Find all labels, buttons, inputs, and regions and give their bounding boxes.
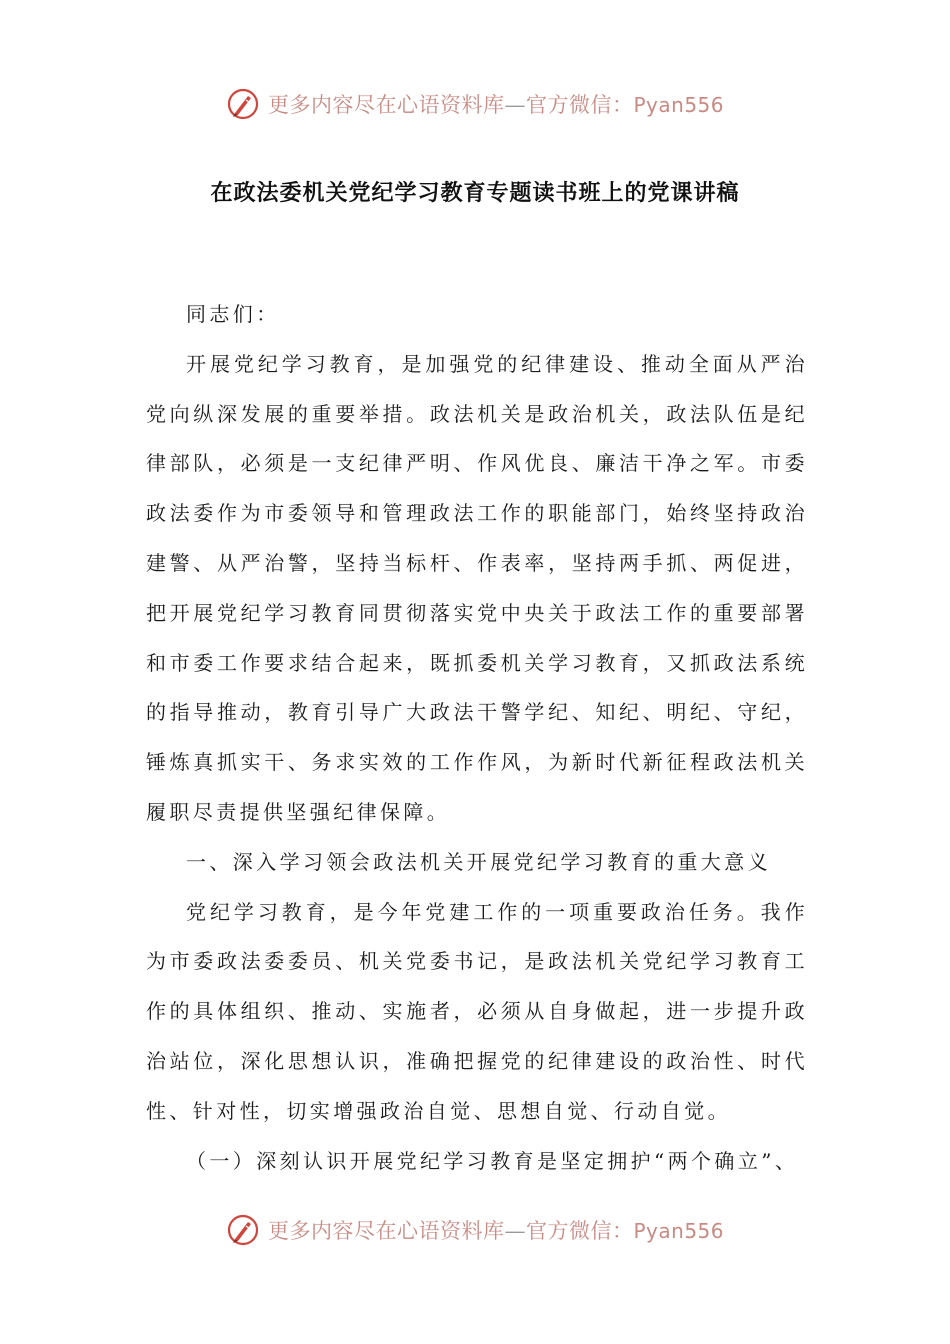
paragraph-section-1: 党纪学习教育，是今年党建工作的一项重要政治任务。我作为市委政法委委员、机关党委书记，是政法机关党纪学习教育工作的具体组织、推动、实施者，必须从自身做起，进一步提升政治站位，深化思想认识，准确把握党的纪律建设的政治性、时代性、针对性，切实增强政治自觉、思想自觉、行动自觉。 [146,899,808,1123]
section-heading-1: 一、深入学习领会政法机关开展党纪学习教育的重大意义 [186,849,771,874]
subsection-heading-1: （一）深刻认识开展党纪学习教育是坚定拥护“两个确立”、 [186,1148,799,1173]
document-title: 在政法委机关党纪学习教育专题读书班上的党课讲稿 [210,181,740,206]
pen-logo-icon [226,87,260,121]
document-body [146,290,808,1186]
watermark-dash: — [504,93,526,117]
watermark-wechat-id: Pyan556 [633,93,724,117]
paragraph-intro: 开展党纪学习教育，是加强党的纪律建设、推动全面从严治党向纵深发展的重要举措。政法机关是政治机关，政法队伍是纪律部队，必须是一支纪律严明、作风优良、廉洁干净之军。市委政法委作为市委领导和管理政法工作的职能部门，始终坚持政治建警、从严治警，坚持当标杆、作表率，坚持两手抓、两促进，把开展党纪学习教育同贯彻落实党中央关于政法工作的重要部署和市委工作要求结合起来，既抓委机关学习教育，又抓政法系统的指导推动，教育引导广大政法干警学纪、知纪、明纪、守纪，锤炼真抓实干、务求实效的工作作风，为新时代新征程政法机关履职尽责提供坚强纪律保障。 [146,351,808,824]
header-watermark [0,84,950,124]
footer-watermark [0,1210,950,1250]
watermark-brand: 更多内容尽在心语资料库 [267,93,505,117]
watermark-brand: 更多内容尽在心语资料库 [267,1219,505,1243]
watermark-text [268,1215,724,1245]
pen-logo-icon [226,1213,260,1247]
watermark-dash: — [504,1219,526,1243]
watermark-wechat-id: Pyan556 [633,1219,724,1243]
watermark-text [268,89,724,119]
watermark-label: 官方微信： [525,93,634,117]
salutation: 同志们： [186,302,280,326]
watermark-label: 官方微信： [525,1219,634,1243]
